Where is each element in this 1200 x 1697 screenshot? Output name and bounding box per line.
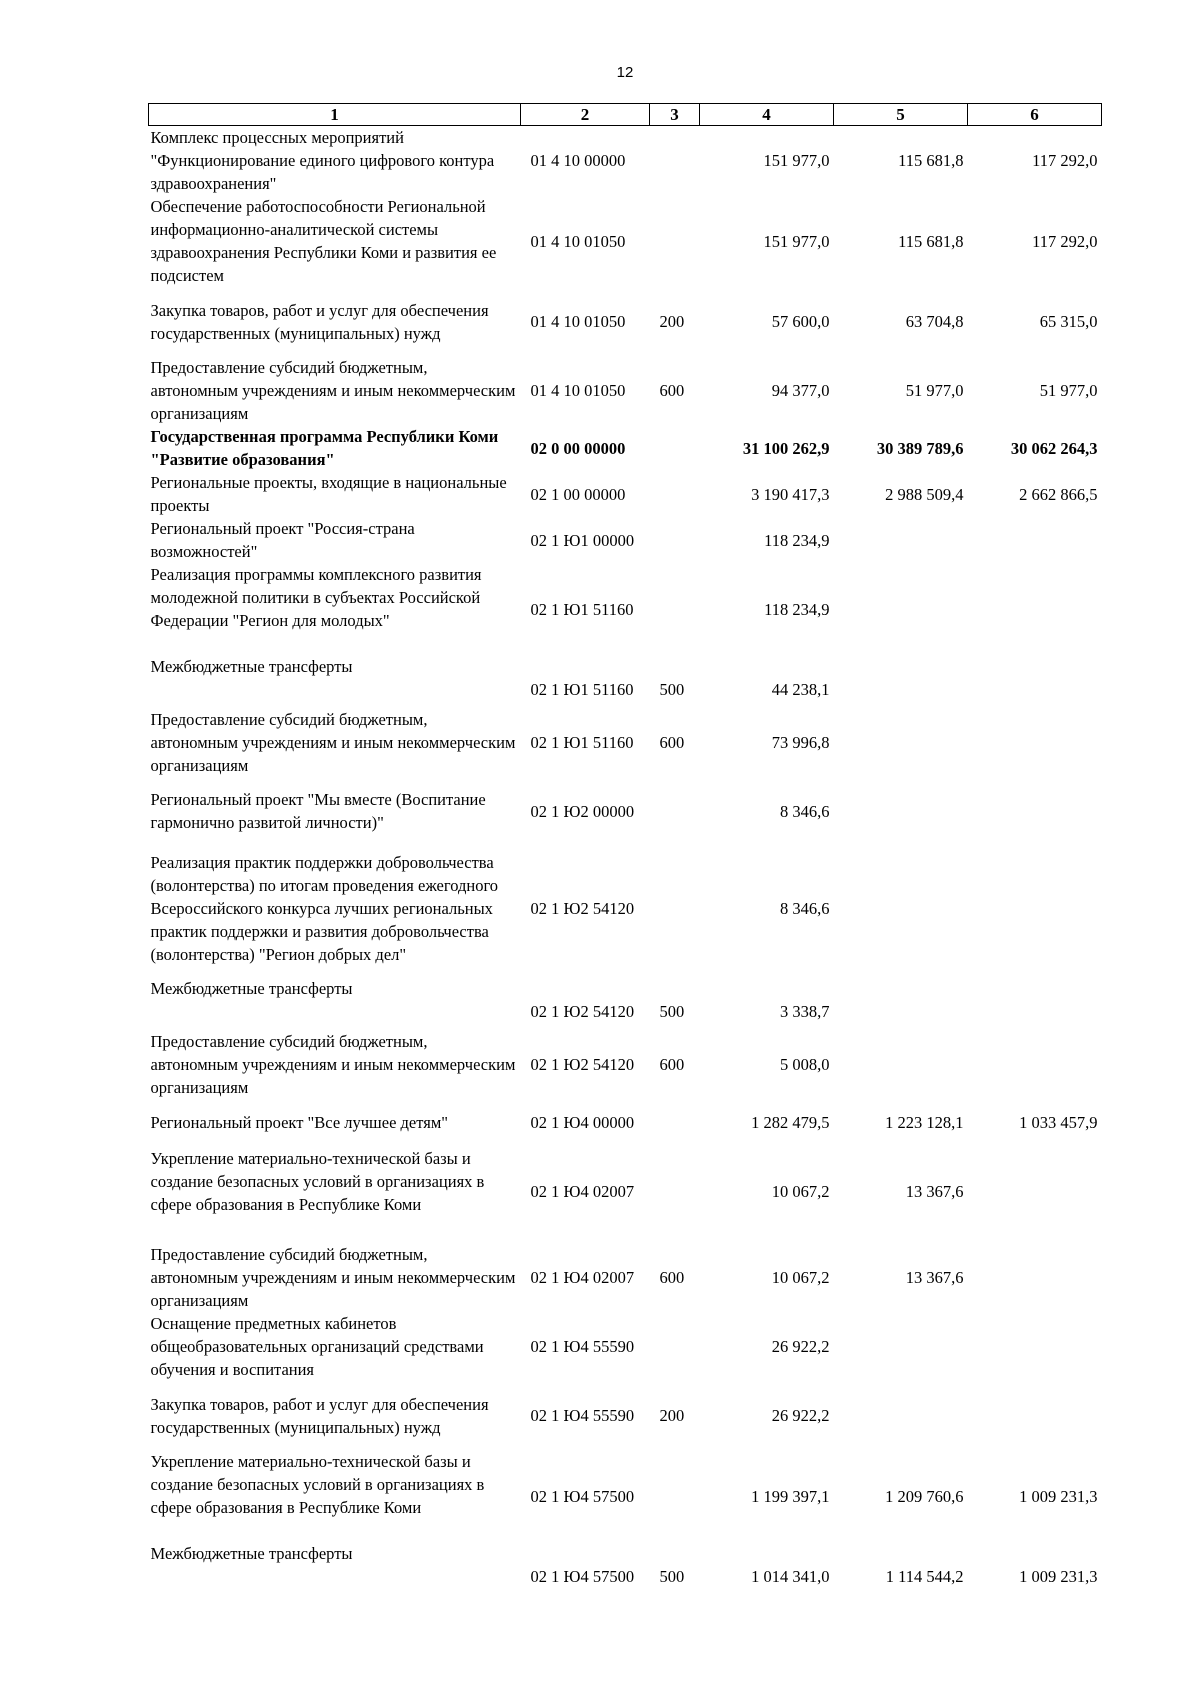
row-expense-type	[650, 1450, 700, 1542]
table-row	[149, 1542, 1102, 1588]
row-code: 01 4 10 00000	[530, 151, 626, 170]
row-name: Государственная программа Республики Коми "Развитие образования"	[150, 427, 499, 469]
row-expense-type	[650, 1139, 700, 1243]
row-value-3	[968, 1139, 1102, 1243]
row-value-2	[834, 655, 968, 701]
row-expense-type	[650, 563, 700, 655]
row-value-3: 51 977,0	[1039, 381, 1098, 400]
row-value-2: 1 114 544,2	[885, 1567, 964, 1586]
row-value-1: 1 282 479,5	[751, 1112, 830, 1132]
header-col-5: 5	[834, 104, 968, 126]
row-expense-type: 600	[659, 1054, 685, 1074]
row-value-3	[968, 655, 1102, 701]
row-code: 01 4 10 01050	[530, 231, 626, 251]
row-value-2: 1 223 128,1	[885, 1112, 964, 1132]
table-row	[149, 1023, 1102, 1105]
row-name: Региональные проекты, входящие в национальные проекты	[150, 473, 507, 515]
table-row	[149, 1139, 1102, 1243]
row-value-2: 51 977,0	[905, 381, 964, 400]
row-name: Региональный проект "Россия-страна возможностей"	[150, 519, 415, 561]
row-name: Обеспечение работоспособности Региональной информационно-аналитической системы здравоохранения Республики Коми и развития ее подсистем	[150, 197, 497, 285]
row-value-1: 73 996,8	[771, 732, 830, 752]
row-expense-type	[650, 839, 700, 977]
row-code: 02 1 Ю4 02007	[530, 1268, 635, 1287]
row-expense-type: 600	[659, 381, 685, 400]
row-code: 02 1 Ю1 51160	[530, 599, 634, 619]
row-name: Реализация практик поддержки добровольчества (волонтерства) по итогам проведения ежегодного Всероссийского конкурса лучших региональных практик поддержки и развития добровольчества (волонтерства) "Регион добрых дел"	[150, 852, 499, 964]
row-name: Оснащение предметных кабинетов общеобразовательных организаций средствами обучения и воспитания	[150, 1314, 484, 1379]
row-code: 02 1 Ю4 55590	[530, 1406, 635, 1425]
row-expense-type	[650, 1105, 700, 1139]
row-value-1: 3 190 417,3	[751, 484, 830, 504]
row-expense-type: 200	[659, 312, 685, 331]
table-header	[149, 104, 1102, 126]
row-value-2	[834, 1023, 968, 1105]
table-row-program	[149, 425, 1102, 471]
row-value-3: 1 033 457,9	[1019, 1112, 1098, 1132]
row-value-2	[834, 839, 968, 977]
row-value-3: 30 062 264,3	[1010, 438, 1098, 458]
row-expense-type	[650, 195, 700, 287]
table-row	[149, 1450, 1102, 1542]
row-expense-type: 500	[659, 1567, 685, 1586]
header-col-1: 1	[149, 104, 521, 126]
row-value-1: 57 600,0	[771, 312, 830, 331]
row-name: Предоставление субсидий бюджетным, автономным учреждениям и иным некоммерческим организациям	[150, 1031, 516, 1097]
row-expense-type	[650, 517, 700, 563]
row-value-1: 1 014 341,0	[751, 1567, 830, 1586]
table-row	[149, 356, 1102, 425]
row-code: 02 1 Ю4 57500	[530, 1567, 635, 1586]
row-name: Комплекс процессных мероприятий "Функционирование единого цифрового контура здравоохранения"	[150, 128, 495, 193]
row-value-3	[968, 1312, 1102, 1381]
row-code: 02 1 Ю4 02007	[530, 1181, 635, 1201]
table-row	[149, 195, 1102, 287]
row-value-2	[834, 517, 968, 563]
row-expense-type	[650, 471, 700, 517]
row-value-1: 10 067,2	[771, 1181, 830, 1201]
row-code: 02 1 Ю4 00000	[530, 1112, 635, 1132]
row-value-2: 115 681,8	[898, 231, 964, 251]
row-name: Укрепление материально-технической базы и создание безопасных условий в организациях в сфере образования в Республике Коми	[150, 1452, 485, 1517]
row-value-3	[968, 783, 1102, 839]
row-name: Предоставление субсидий бюджетным, автономным учреждениям и иным некоммерческим организациям	[150, 358, 516, 423]
row-value-1: 151 977,0	[763, 151, 830, 170]
row-value-1: 26 922,2	[771, 1406, 830, 1425]
row-value-2	[834, 1381, 968, 1450]
page-number: 12	[616, 64, 634, 81]
header-col-6: 6	[968, 104, 1102, 126]
header-col-4: 4	[700, 104, 834, 126]
table-row	[149, 1381, 1102, 1450]
row-expense-type	[650, 425, 700, 471]
row-value-1: 44 238,1	[771, 680, 830, 699]
table-row	[149, 783, 1102, 839]
row-value-1: 118 234,9	[764, 599, 830, 619]
row-code: 02 0 00 00000	[530, 438, 626, 458]
row-value-3	[968, 977, 1102, 1023]
row-code: 02 1 Ю2 00000	[530, 801, 635, 821]
row-value-1: 31 100 262,9	[742, 438, 830, 458]
table-row	[149, 563, 1102, 655]
table-row	[149, 839, 1102, 977]
row-code: 02 1 Ю1 51160	[530, 732, 634, 752]
row-value-3: 117 292,0	[1032, 231, 1098, 251]
row-value-3: 117 292,0	[1032, 151, 1098, 170]
row-value-1: 151 977,0	[763, 231, 830, 251]
row-name: Межбюджетные трансферты	[150, 979, 353, 998]
row-value-2: 30 389 789,6	[876, 438, 964, 458]
header-col-3: 3	[650, 104, 700, 126]
budget-table	[148, 103, 1102, 1588]
row-name: Региональный проект "Мы вместе (Воспитание гармонично развитой личности)"	[150, 790, 486, 832]
row-name: Региональный проект "Все лучшее детям"	[150, 1112, 448, 1132]
row-code: 02 1 Ю2 54120	[530, 898, 635, 918]
table-row	[149, 977, 1102, 1023]
row-code: 02 1 Ю4 55590	[530, 1337, 635, 1356]
row-value-2: 2 988 509,4	[885, 484, 964, 504]
row-value-3	[968, 1243, 1102, 1312]
row-value-1: 1 199 397,1	[751, 1486, 830, 1506]
row-value-3: 65 315,0	[1039, 312, 1098, 331]
row-value-2	[834, 701, 968, 783]
row-name: Предоставление субсидий бюджетным, автономным учреждениям и иным некоммерческим организациям	[150, 709, 516, 775]
row-value-1: 5 008,0	[780, 1054, 830, 1074]
table-row	[149, 701, 1102, 783]
row-value-1: 8 346,6	[780, 801, 830, 821]
row-value-1: 26 922,2	[771, 1337, 830, 1356]
table-row	[149, 126, 1102, 196]
row-code: 02 1 00 00000	[530, 484, 626, 504]
row-value-2	[834, 1312, 968, 1381]
row-value-2: 13 367,6	[905, 1181, 964, 1201]
row-value-3: 2 662 866,5	[1019, 484, 1098, 504]
row-expense-type	[650, 1312, 700, 1381]
table-row	[149, 517, 1102, 563]
row-value-1: 10 067,2	[771, 1268, 830, 1287]
row-value-3	[968, 1023, 1102, 1105]
row-expense-type: 500	[659, 1002, 685, 1021]
row-value-1: 118 234,9	[764, 530, 830, 550]
table-row	[149, 1312, 1102, 1381]
row-code: 02 1 Ю1 51160	[530, 680, 634, 699]
row-value-1: 94 377,0	[771, 381, 830, 400]
row-expense-type: 200	[659, 1406, 685, 1425]
row-name: Закупка товаров, работ и услуг для обеспечения государственных (муниципальных) нужд	[150, 300, 489, 343]
row-value-2: 63 704,8	[905, 312, 964, 331]
header-row	[149, 104, 1102, 126]
row-value-2: 13 367,6	[905, 1268, 964, 1287]
row-value-2: 115 681,8	[898, 151, 964, 170]
row-value-2	[834, 563, 968, 655]
row-value-3	[968, 701, 1102, 783]
row-value-3	[968, 839, 1102, 977]
row-name: Межбюджетные трансферты	[150, 1544, 353, 1563]
table-row	[149, 287, 1102, 356]
row-expense-type	[650, 783, 700, 839]
row-name: Межбюджетные трансферты	[150, 657, 353, 676]
table-row	[149, 1105, 1102, 1139]
table-row	[149, 655, 1102, 701]
header-col-2: 2	[521, 104, 650, 126]
row-code: 02 1 Ю2 54120	[530, 1054, 635, 1074]
row-code: 02 1 Ю4 57500	[530, 1486, 635, 1506]
row-name: Закупка товаров, работ и услуг для обеспечения государственных (муниципальных) нужд	[150, 1394, 489, 1437]
row-expense-type: 500	[659, 680, 685, 699]
row-value-3: 1 009 231,3	[1019, 1567, 1098, 1586]
table-body	[149, 126, 1102, 1589]
row-expense-type: 600	[659, 732, 685, 752]
row-name: Укрепление материально-технической базы и создание безопасных условий в организациях в сфере образования в Республике Коми	[150, 1149, 485, 1214]
row-value-3	[968, 1381, 1102, 1450]
row-expense-type: 600	[659, 1268, 685, 1287]
row-value-1: 3 338,7	[780, 1002, 830, 1021]
table-row	[149, 1243, 1102, 1312]
row-value-3: 1 009 231,3	[1019, 1486, 1098, 1506]
row-expense-type	[650, 126, 700, 196]
row-code: 01 4 10 01050	[530, 312, 626, 331]
row-code: 02 1 Ю2 54120	[530, 1002, 635, 1021]
row-value-3	[968, 563, 1102, 655]
row-value-2: 1 209 760,6	[885, 1486, 964, 1506]
row-value-2	[834, 783, 968, 839]
table-row	[149, 471, 1102, 517]
row-value-3	[968, 517, 1102, 563]
row-name: Реализация программы комплексного развития молодежной политики в субъектах Российской Федерации "Регион для молодых"	[150, 565, 482, 630]
row-name: Предоставление субсидий бюджетным, автономным учреждениям и иным некоммерческим организациям	[150, 1245, 516, 1310]
row-code: 01 4 10 01050	[530, 381, 626, 400]
row-code: 02 1 Ю1 00000	[530, 530, 635, 550]
row-value-1: 8 346,6	[780, 898, 830, 918]
row-value-2	[834, 977, 968, 1023]
